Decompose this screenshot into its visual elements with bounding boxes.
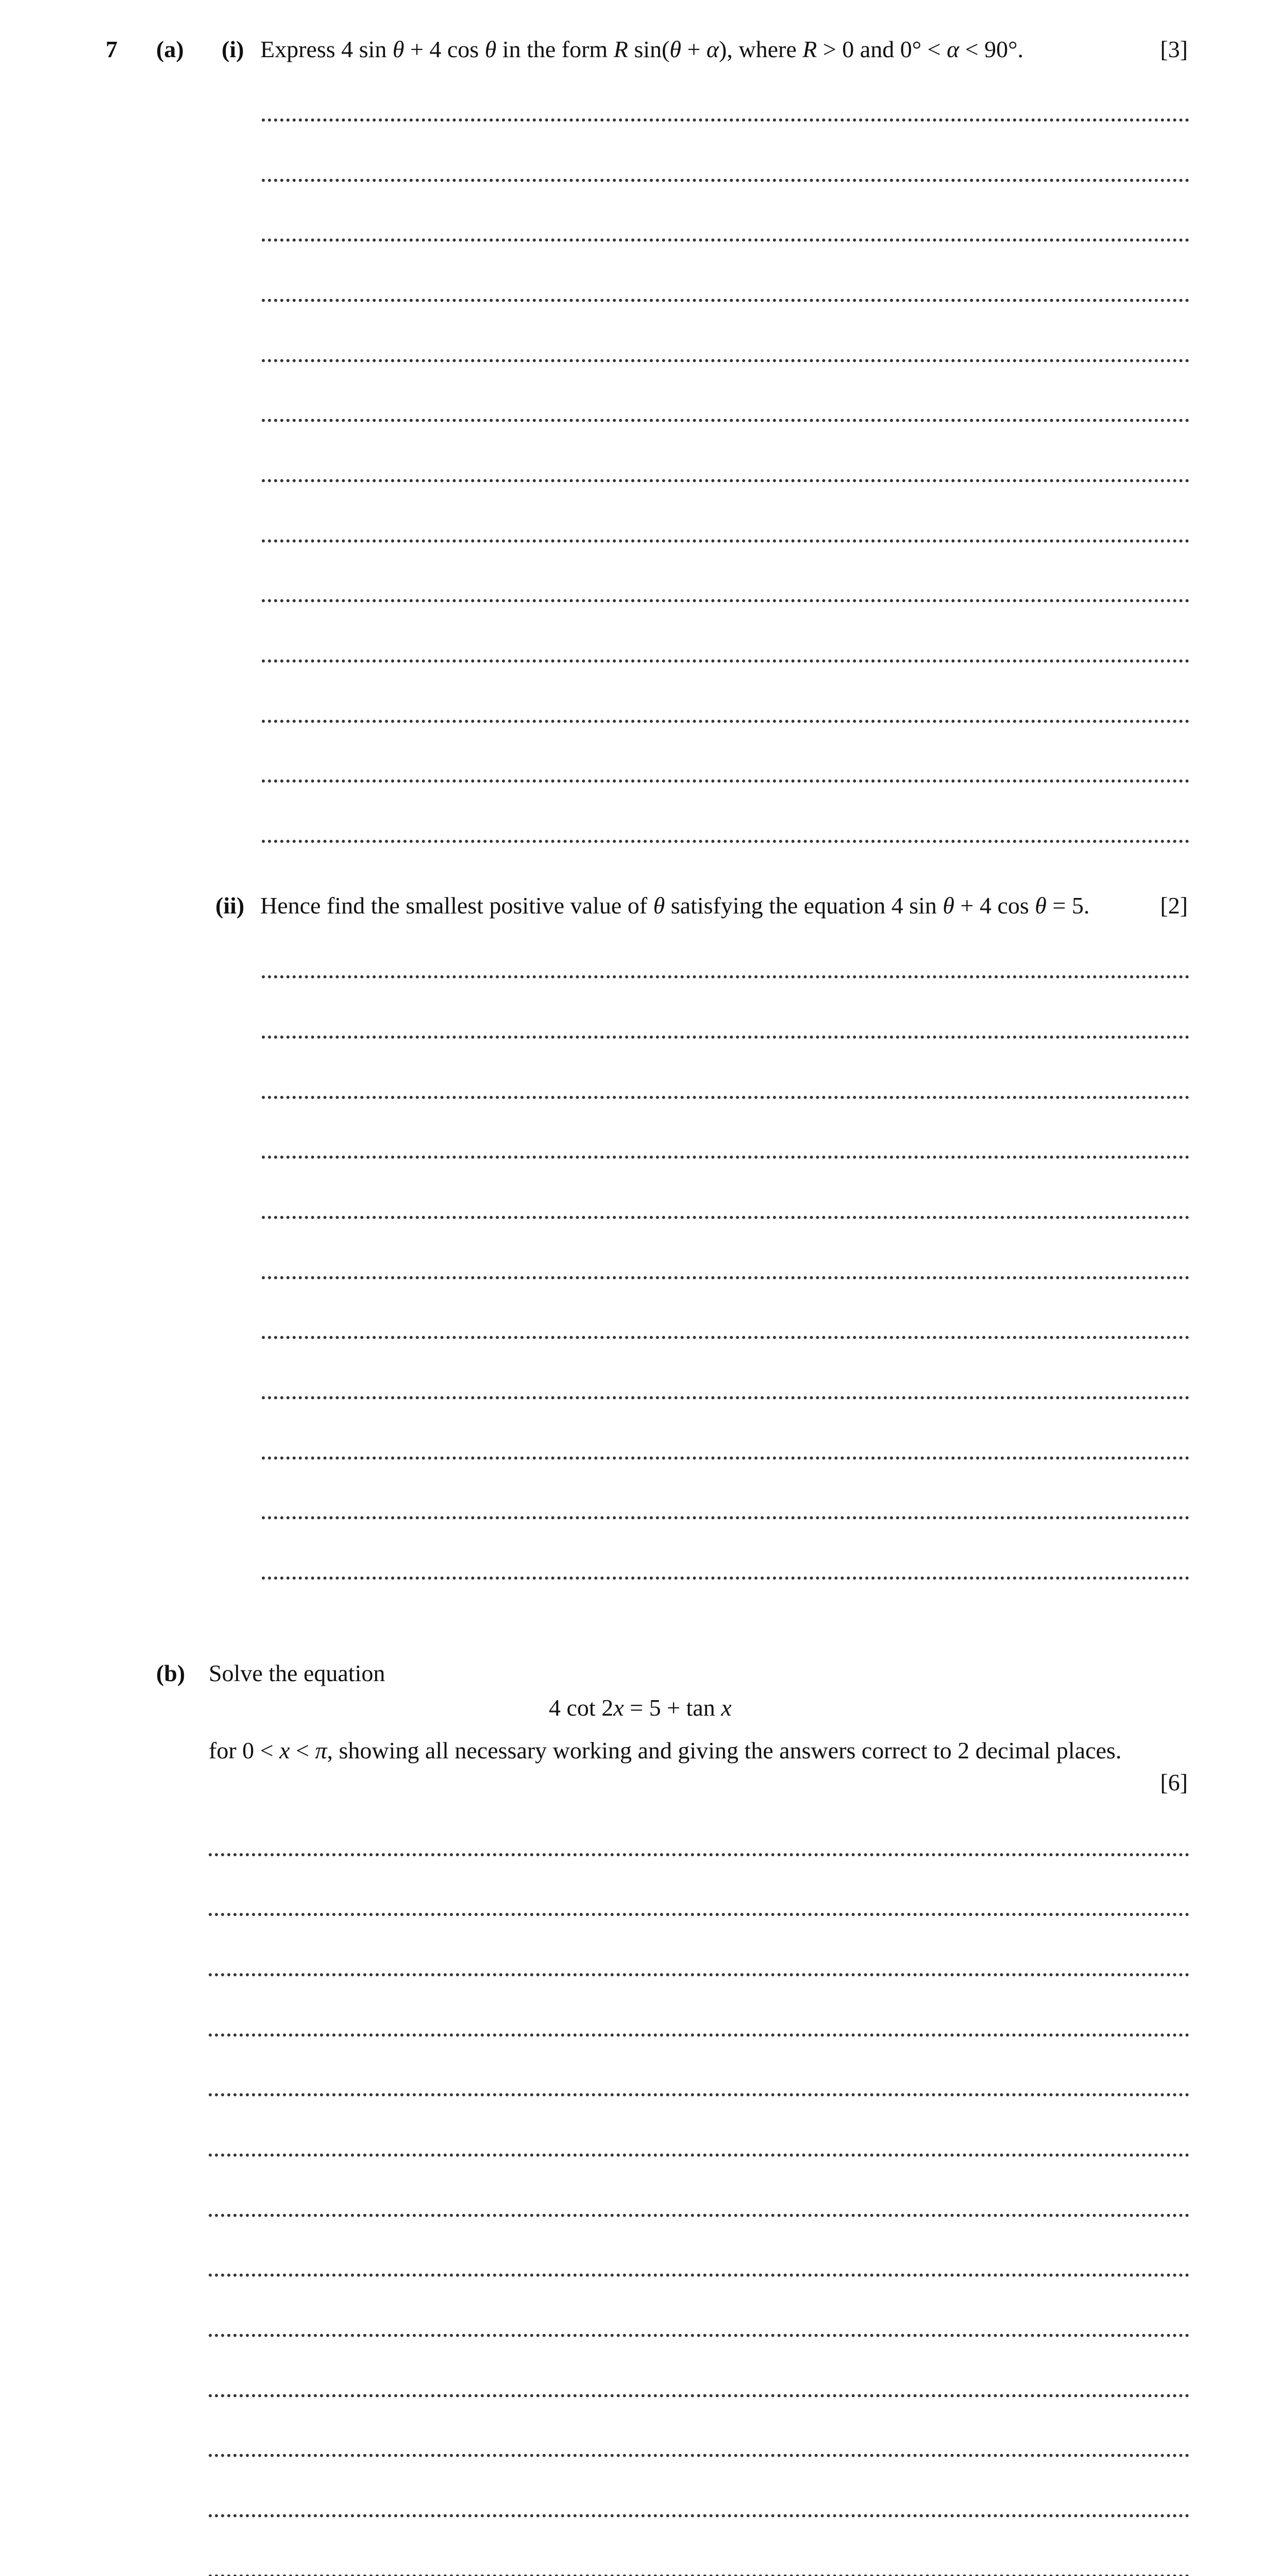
answer-line[interactable] [262,1096,1189,1099]
answer-line[interactable] [262,539,1189,543]
answer-line[interactable] [209,2454,1189,2457]
answer-line[interactable] [262,1577,1189,1580]
answer-line[interactable] [209,1973,1189,1976]
answer-line[interactable] [262,179,1189,182]
answer-line[interactable] [262,118,1189,122]
part-b-marks: [6] [1160,1769,1188,1795]
answer-line[interactable] [262,1516,1189,1519]
answer-line[interactable] [262,1396,1189,1399]
answer-line[interactable] [262,975,1189,978]
answer-line[interactable] [262,359,1189,362]
answer-line[interactable] [209,1853,1189,1856]
part-a-ii-question: Hence find the smallest positive value of θ satisfying the equation 4 sin θ + 4 cos θ = 5. [260,892,1090,919]
answer-line[interactable] [262,1456,1189,1460]
part-b-equation: 4 cot 2x = 5 + tan x [549,1694,732,1721]
part-b-label: (b) [156,1660,186,1686]
answer-line[interactable] [262,1336,1189,1339]
answer-line[interactable] [262,599,1189,602]
part-a-i-marks: [3] [1160,36,1188,62]
answer-line[interactable] [262,659,1189,663]
answer-line[interactable] [262,239,1189,242]
answer-line[interactable] [209,2214,1189,2217]
answer-line[interactable] [209,1913,1189,1916]
answer-line[interactable] [209,2154,1189,2157]
answer-line[interactable] [262,419,1189,422]
part-a-i-label: (i) [222,36,244,62]
answer-line[interactable] [262,1036,1189,1039]
answer-line[interactable] [209,2033,1189,2037]
answer-line[interactable] [262,1156,1189,1159]
part-a-i-question: Express 4 sin θ + 4 cos θ in the form R sin(θ + α), where R > 0 and 0° < α < 90°. [260,36,1024,62]
answer-line[interactable] [262,299,1189,302]
question-number: 7 [106,36,117,62]
answer-line[interactable] [209,2334,1189,2337]
answer-line[interactable] [209,2514,1189,2517]
answer-line[interactable] [262,479,1189,482]
answer-line[interactable] [262,1276,1189,1279]
answer-line[interactable] [209,2093,1189,2096]
answer-line[interactable] [209,2394,1189,2397]
answer-line[interactable] [262,779,1189,783]
part-a-ii-label: (ii) [215,892,245,919]
answer-line[interactable] [262,720,1189,723]
answer-line[interactable] [209,2274,1189,2277]
part-b-intro: Solve the equation [209,1660,385,1686]
part-a-label: (a) [156,36,184,62]
answer-line[interactable] [262,1216,1189,1219]
answer-line[interactable] [262,840,1189,843]
part-a-ii-marks: [2] [1160,892,1188,919]
part-b-instruction: for 0 < x < π, showing all necessary working and giving the answers correct to 2 decimal places. [209,1737,1122,1764]
